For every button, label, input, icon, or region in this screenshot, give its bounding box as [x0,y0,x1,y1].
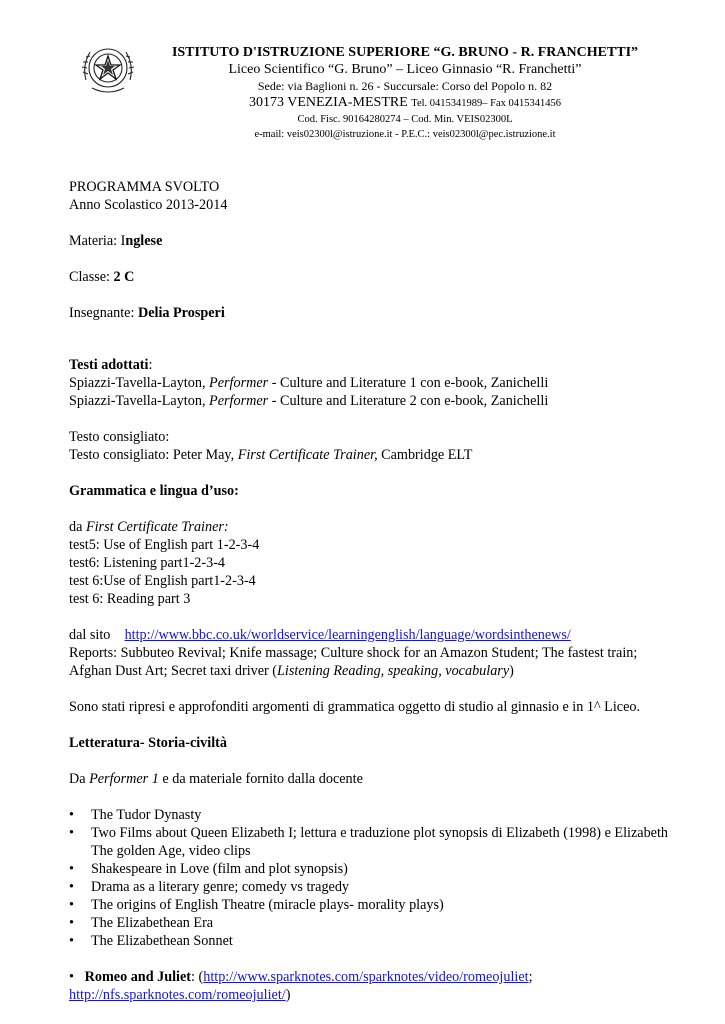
consigliato-1: Testo consigliato: [69,429,170,445]
romeo-title: Romeo and Juliet [84,969,192,985]
insegnante-label: Insegnante: [69,305,138,321]
da-text: da [69,519,86,535]
book-2 [69,392,669,410]
book-2-authors: Spiazzi-Tavella-Layton, [69,393,210,409]
grammatica-heading-text: Grammatica e lingua d’uso: [69,483,239,499]
letteratura-heading [69,734,669,752]
test-line-3: test 6:Use of English part1-2-3-4 [69,573,256,589]
list-item [69,932,669,950]
list-item [69,896,669,914]
nfs-sparknotes-link[interactable]: http://nfs.sparknotes.com/romeojuliet/ [69,987,286,1003]
book-1-authors: Spiazzi-Tavella-Layton, [69,375,210,391]
consigliato-2-a: Testo consigliato: Peter May, [69,447,238,463]
classe-value: 2 C [113,269,135,285]
reports-line [69,644,669,680]
sede-line: Sede: via Baglioni n. 26 - Succursale: Corso del Popolo n. 82 [257,79,553,93]
book-2-rest: - Culture and Literature 2 con e-book, Zanichelli [268,393,549,409]
list-item [69,806,669,824]
bullet-icon: • [69,807,74,823]
testi-colon: : [148,357,153,373]
consigliato-2 [69,446,669,464]
codes-line: Cod. Fisc. 90164280274 – Cod. Min. VEIS02300L [297,114,513,125]
reports-text: Reports: Subbuteo Revival; Knife massage; Culture shock for an Amazon Student; The fastest train; Afghan Dust Art; Secret taxi driver ( [69,645,638,679]
list-item [69,860,669,878]
grammatica-heading [69,482,669,500]
letteratura-heading-text: Letteratura- Storia-civiltà [69,735,227,751]
bullet-icon: • [69,969,74,985]
dal-sito-line [69,626,669,644]
list-item [69,878,669,896]
romeo-semicolon: ; [528,969,533,985]
list-item-text: The Elizabethean Sonnet [91,933,233,949]
bbc-link[interactable]: http://www.bbc.co.uk/worldservice/learningenglish/language/wordsinthenews/ [124,627,571,643]
insegnante-line [69,304,669,322]
topics-list [69,806,669,950]
bullet-icon: • [69,861,74,877]
book-2-title: Performer [209,393,269,409]
consigliato-2-title: First Certificate Trainer, [237,447,378,463]
bullet-icon: • [69,933,74,949]
testi-heading [69,356,669,374]
test-line-4: test 6: Reading part 3 [69,591,191,607]
bullet-icon: • [69,879,74,895]
materia-value: nglese [125,233,163,249]
classe-line [69,268,669,286]
list-item-text: Shakespeare in Love (film and plot synopsis) [91,861,348,877]
list-item [69,824,669,860]
institute-name: ISTITUTO D'ISTRUZIONE SUPERIORE “G. BRUNO - R. FRANCHETTI” [171,45,639,60]
bullet-icon: • [69,915,74,931]
performer-title: Performer 1 [89,771,159,787]
da-perf-c: e da materiale fornito dalla docente [158,771,363,787]
doc-title: PROGRAMMA SVOLTO [69,179,220,195]
classe-label: Classe: [69,269,114,285]
list-item-text: Drama as a literary genre; comedy vs tragedy [91,879,350,895]
consigliato-2-publisher: Cambridge ELT [377,447,473,463]
bullet-icon: • [69,825,74,841]
materia-line [69,232,669,250]
test-line-2: test6: Listening part1-2-3-4 [69,555,226,571]
phone-fax: Tel. 0415341989– Fax 0415341456 [411,98,562,109]
city-phone-line [150,94,660,112]
insegnante-value: Delia Prosperi [137,305,225,321]
da-trainer [69,518,669,536]
reports-close: ) [509,663,514,679]
italian-republic-emblem-icon [78,40,138,98]
list-item [69,914,669,932]
materia-label: Materia: I [69,233,126,249]
romeo-close: ) [285,987,291,1003]
trainer-title: First Certificate Trainer: [85,519,229,535]
testi-heading-text: Testi adottati [69,357,149,373]
licei-line: Liceo Scientifico “G. Bruno” – Liceo Ginnasio “R. Franchetti” [228,62,582,77]
document-body [69,178,669,1004]
ripresi-line: Sono stati ripresi e approfonditi argomenti di grammatica oggetto di studio al ginnasio e in 1^ Liceo. [69,699,641,715]
email-line: e-mail: veis02300l@istruzione.it - P.E.C.: veis02300l@pec.istruzione.it [254,129,556,140]
da-performer-line [69,770,669,788]
bullet-icon: • [69,897,74,913]
city: 30173 VENEZIA-MESTRE [248,95,408,110]
school-header [150,44,660,142]
school-year: Anno Scolastico 2013-2014 [69,197,228,213]
list-item-text: Two Films about Queen Elizabeth I; lettura e traduzione plot synopsis di Elizabeth (1998) e Elizabeth The golden Age, video clips [91,825,668,859]
romeo-colon: : ( [191,969,204,985]
book-1-rest: - Culture and Literature 1 con e-book, Zanichelli [268,375,549,391]
romeo-line [69,968,669,1004]
test-line-1: test5: Use of English part 1-2-3-4 [69,537,260,553]
book-1-title: Performer [209,375,269,391]
sparknotes-video-link[interactable]: http://www.sparknotes.com/sparknotes/video/romeojuliet [203,969,529,985]
dal-sito-label: dal sito [69,627,125,643]
list-item-text: The Elizabethean Era [91,915,214,931]
list-item-text: The origins of English Theatre (miracle plays- morality plays) [91,897,444,913]
book-1 [69,374,669,392]
da-perf-a: Da [69,771,90,787]
list-item-text: The Tudor Dynasty [91,807,202,823]
reports-skills: Listening Reading, speaking, vocabulary [277,663,510,679]
